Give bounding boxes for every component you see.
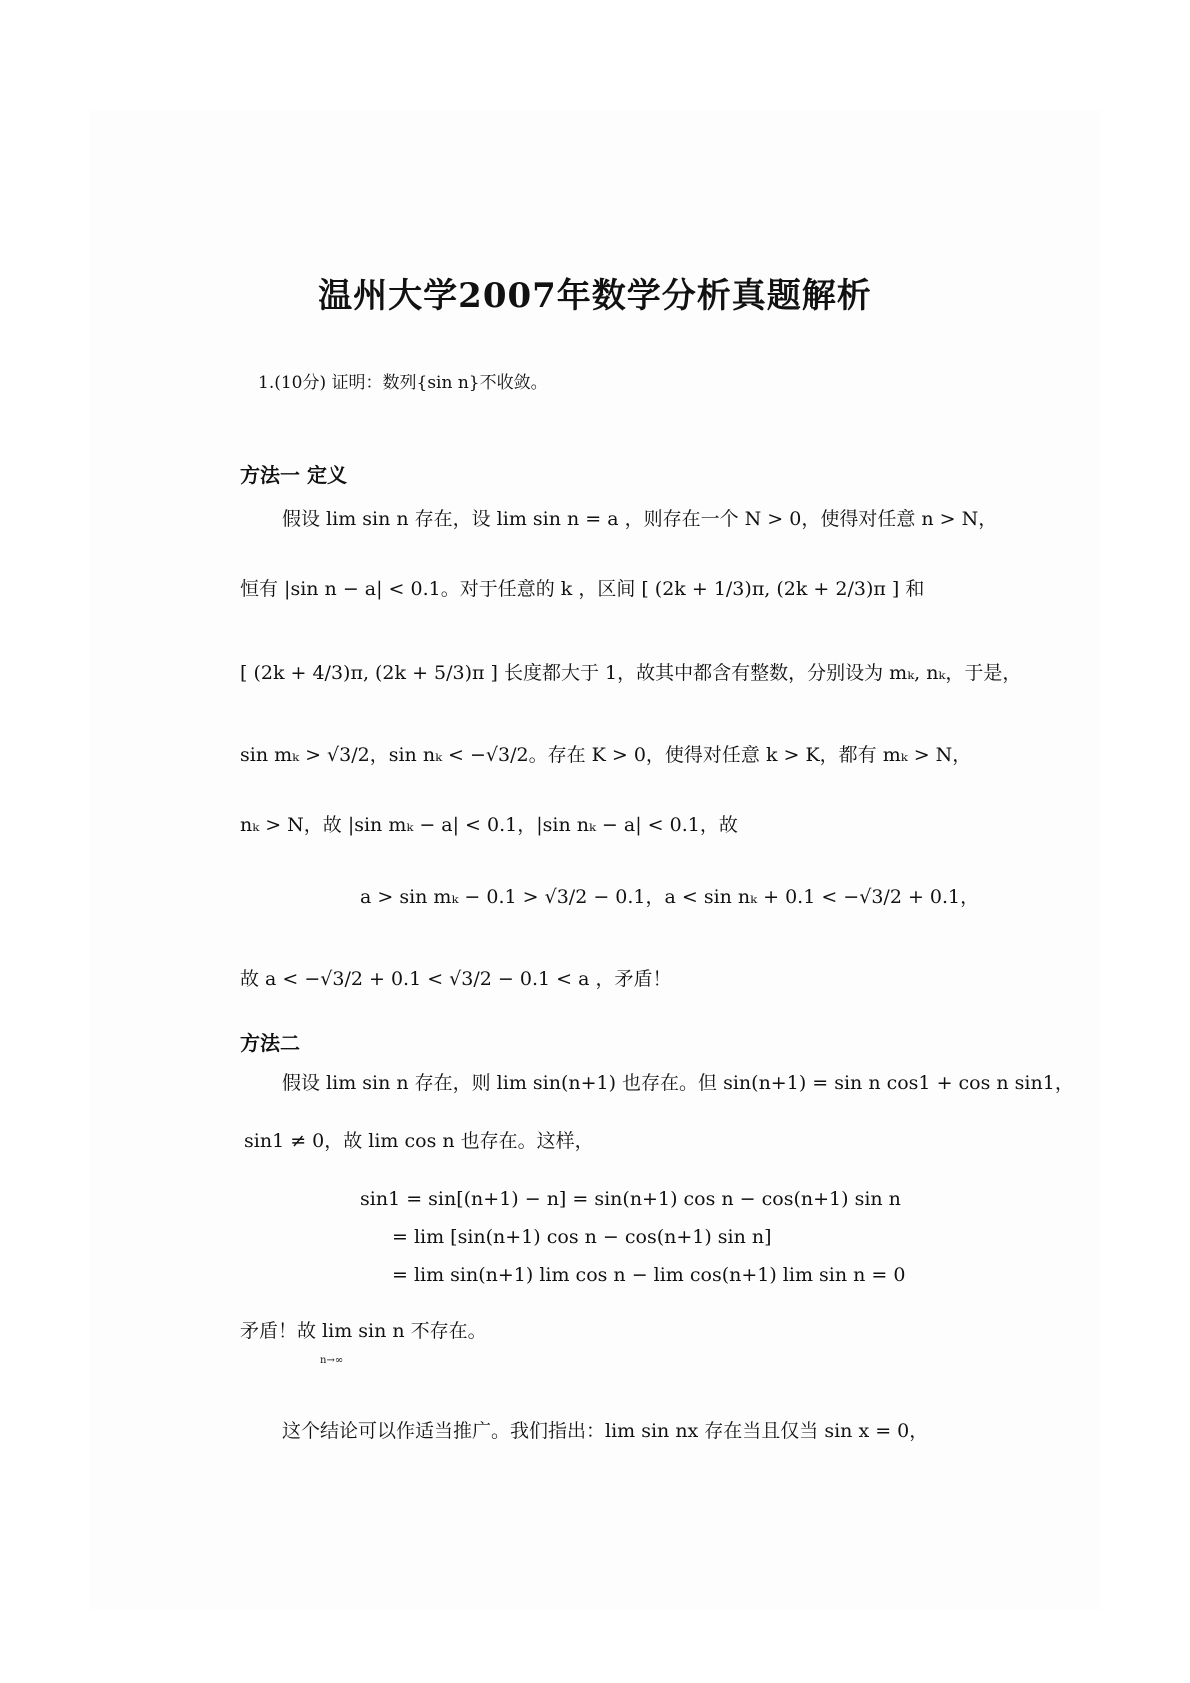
method2-equation: = lim sin(n+1) lim cos n − lim cos(n+1) lim sin n = 0 — [392, 1264, 906, 1286]
method1-equation: a > sin mₖ − 0.1 > √3/2 − 0.1，a < sin nₖ + 0.1 < −√3/2 + 0.1， — [360, 886, 980, 908]
generalization-note: 这个结论可以作适当推广。我们指出：lim sin nx 存在当且仅当 sin x = 0， — [282, 1420, 929, 1442]
method1-line: 故 a < −√3/2 + 0.1 < √3/2 − 0.1 < a ，矛盾！ — [240, 968, 672, 990]
method2-equation: sin1 = sin[(n+1) − n] = sin(n+1) cos n − cos(n+1) sin n — [360, 1188, 901, 1210]
method1-heading: 方法一 定义 — [240, 463, 347, 487]
method1-line: 假设 lim sin n 存在，设 lim sin n = a ，则存在一个 N > 0，使得对任意 n > N， — [282, 508, 998, 530]
method2-conclusion: 矛盾！故 lim sin n 不存在。 — [240, 1320, 487, 1342]
page-background — [90, 110, 1100, 1610]
problem-statement: 1.(10分) 证明：数列{sin n}不收敛。 — [258, 373, 548, 393]
method1-line: sin mₖ > √3/2，sin nₖ < −√3/2。存在 K > 0，使得对任意 k > K，都有 mₖ > N， — [240, 744, 972, 766]
method1-line: 恒有 |sin n − a| < 0.1。对于任意的 k ，区间 [ (2k + 1/3)π, (2k + 2/3)π ] 和 — [240, 578, 925, 600]
method2-line: sin1 ≠ 0，故 lim cos n 也存在。这样， — [244, 1130, 594, 1152]
method2-line: 假设 lim sin n 存在，则 lim sin(n+1) 也存在。但 sin(n+1) = sin n cos1 + cos n sin1， — [282, 1072, 1074, 1094]
method1-line: [ (2k + 4/3)π, (2k + 5/3)π ] 长度都大于 1，故其中都含有整数，分别设为 mₖ, nₖ，于是， — [240, 662, 1022, 684]
method1-line: nₖ > N，故 |sin mₖ − a| < 0.1，|sin nₖ − a| < 0.1，故 — [240, 814, 738, 836]
method2-equation: = lim [sin(n+1) cos n − cos(n+1) sin n] — [392, 1226, 772, 1248]
limit-subscript: n→∞ — [320, 1355, 344, 1366]
document-title: 温州大学2007年数学分析真题解析 — [318, 276, 872, 316]
method2-heading: 方法二 — [240, 1031, 300, 1055]
